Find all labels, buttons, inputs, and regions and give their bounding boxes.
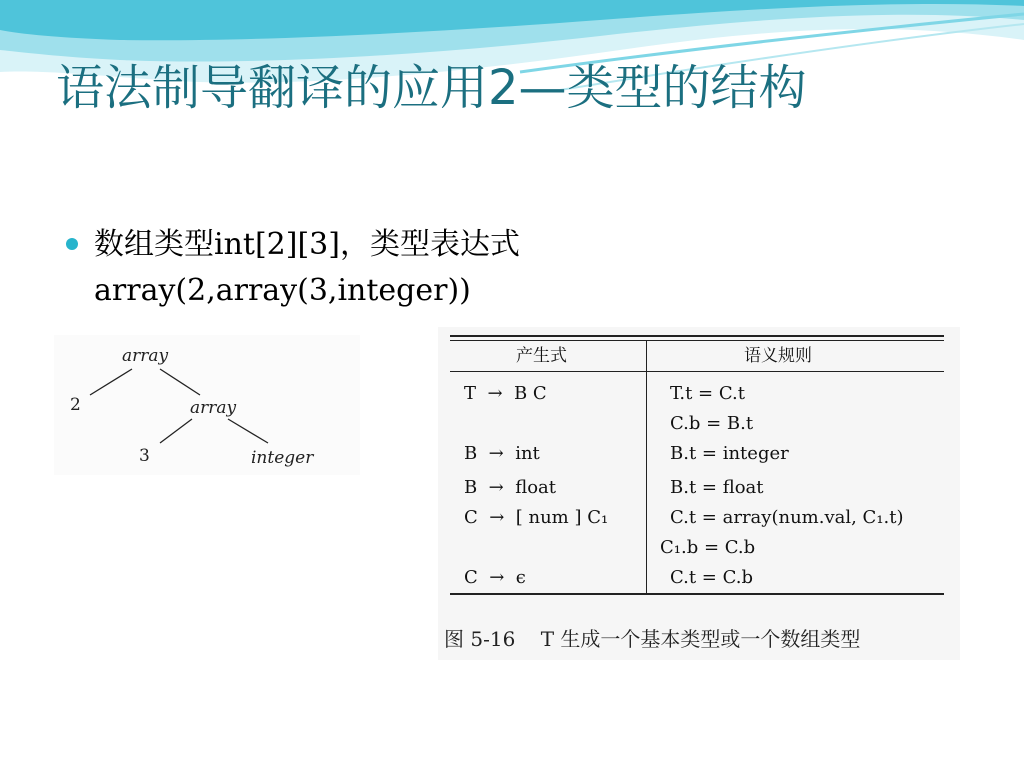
table-header-semantic: 语义规则 [744, 346, 812, 366]
table-row-2-semantic: C.b = B.t [670, 413, 754, 434]
table-column-divider [646, 341, 647, 593]
table-row-7-production: C → ϵ [464, 567, 526, 588]
sdd-table-figure [438, 327, 960, 660]
bullet-line-1: 数组类型int[2][3]，类型表达式 [94, 227, 520, 262]
table-row-5-production: C → [ num ] C₁ [464, 507, 609, 528]
tree-node-right-right: integer [251, 448, 314, 468]
table-bottom-rule [450, 593, 944, 595]
table-row-3-production: B → int [464, 443, 540, 464]
table-row-1-semantic: T.t = C.t [670, 383, 745, 404]
tree-node-right: array [190, 398, 237, 418]
table-row-4-production: B → float [464, 477, 557, 498]
tree-node-left: 2 [70, 395, 81, 415]
table-row-1-production: T → B C [464, 383, 547, 404]
tree-node-right-left: 3 [139, 446, 150, 466]
table-top-rule [450, 335, 944, 337]
figure-caption: 图 5-16 T 生成一个基本类型或一个数组类型 [444, 627, 861, 651]
table-row-7-semantic: C.t = C.b [670, 567, 753, 588]
table-header-production: 产生式 [516, 346, 567, 366]
type-tree-svg [54, 335, 360, 475]
table-row-6-semantic: C₁.b = C.b [660, 537, 756, 558]
bullet-dot-icon [66, 238, 78, 250]
slide-title: 语法制导翻译的应用2—类型的结构 [56, 60, 807, 116]
type-tree-figure [54, 335, 360, 475]
table-row-4-semantic: B.t = float [670, 477, 764, 498]
table-row-5-semantic: C.t = array(num.val, C₁.t) [670, 507, 904, 528]
bullet-text [94, 222, 634, 314]
table-header-rule [450, 371, 944, 372]
tree-node-root: array [122, 346, 169, 366]
bullet-line-2: array(2,array(3,integer)) [94, 273, 471, 308]
table-row-3-semantic: B.t = integer [670, 443, 789, 464]
